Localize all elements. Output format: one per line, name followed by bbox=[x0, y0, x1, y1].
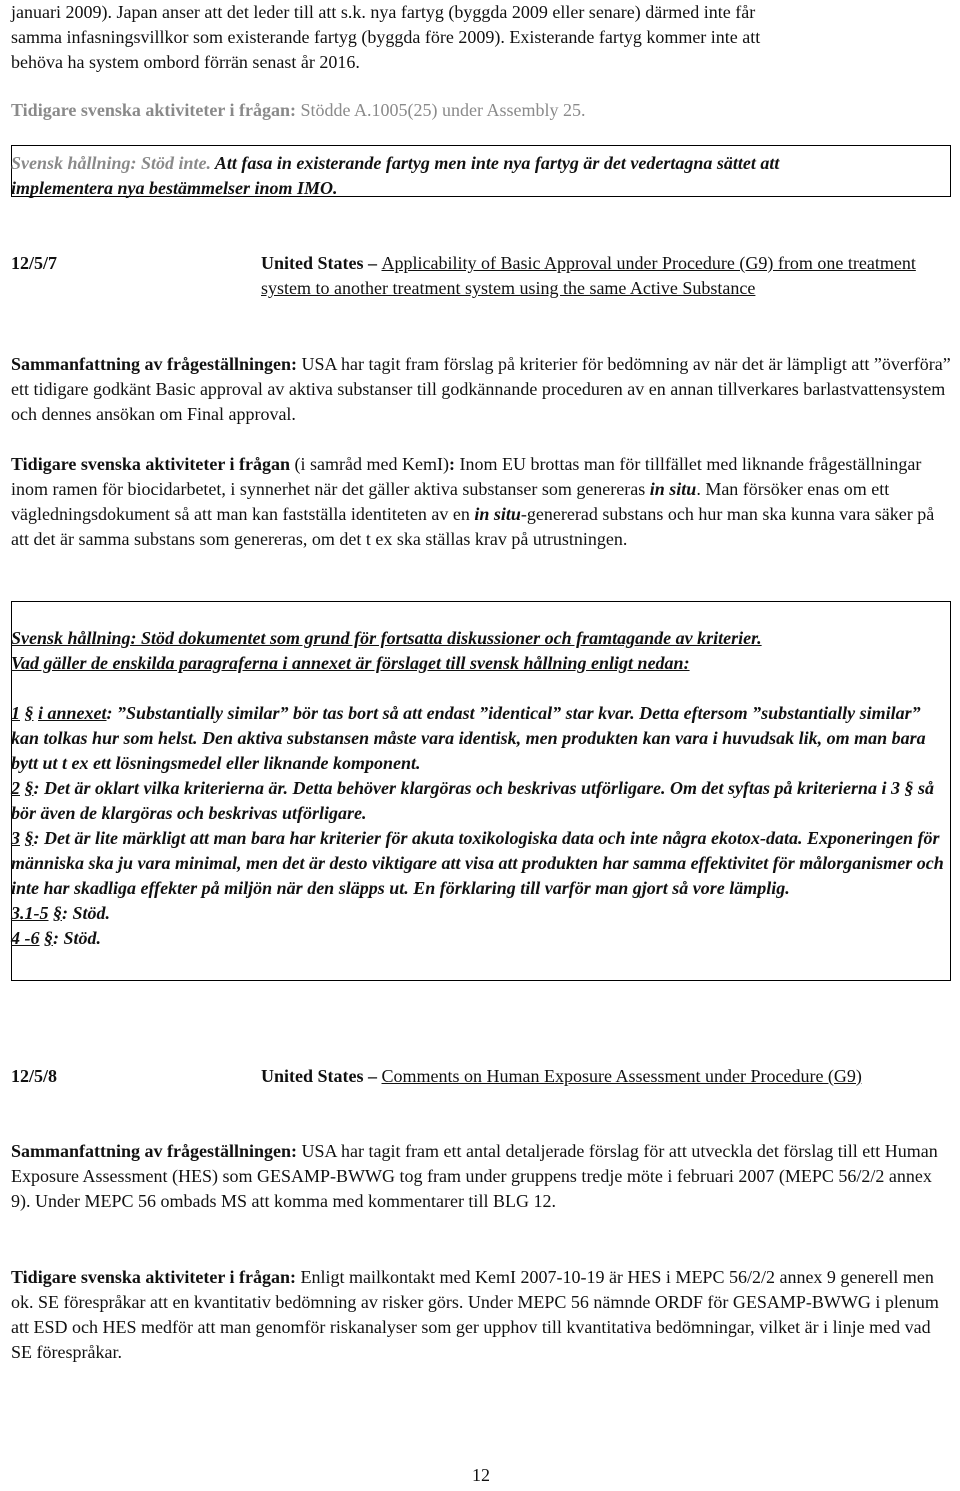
document-title: Comments on Human Exposure Assessment under Procedure (G9) bbox=[381, 1066, 862, 1086]
previous-activities-label: Tidigare svenska aktiviteter i frågan: bbox=[11, 100, 296, 120]
previous-activities-text: Enligt mailkontakt med KemI 2007-10-19 är HES i MEPC 56/2/2 annex 9 generell men ok. SE förespråkar att en kvantitativ bedömning av risker görs. Under MEPC 56 nämnde ORDF för GESAMP-BWWG i plenum att ESD och HES medför att man genomför riskanalyser som ger upphov till kvantitativa bedömningar, vilket är i linje med vad SE förespråkar. bbox=[11, 1267, 939, 1362]
agenda-item-header bbox=[11, 251, 951, 326]
swedish-position-box bbox=[11, 145, 951, 197]
paragraph-comment: 3 §: Det är lite märkligt att man bara har kriterier för akuta toxikologiska data och inte några ekotox-data. Exponeringen för människa ska ju vara minimal, men det är desto viktigare att visa att produkten har samma effektivitet för målorganismer och inte har skadliga effekter på miljön när den släpps ut. En förklaring till varför man gjort så vore lämplig. bbox=[11, 828, 944, 898]
swedish-position-text: implementera nya bestämmelser inom IMO. bbox=[11, 178, 338, 198]
swedish-position-heading: Svensk hållning: Stöd dokumentet som grund för fortsatta diskussioner och framtagande av kriterier. bbox=[11, 628, 762, 648]
previous-activities-label: Tidigare svenska aktiviteter i frågan: bbox=[11, 1267, 296, 1287]
previous-activities-paragraph bbox=[11, 98, 951, 123]
swedish-position-intro: Vad gäller de enskilda paragraferna i annexet är förslaget till svensk hållning enligt nedan: bbox=[11, 653, 690, 673]
document-number: 12/5/7 bbox=[11, 253, 58, 273]
page-number: 12 bbox=[472, 1465, 490, 1485]
summary-text: USA har tagit fram ett antal detaljerade förslag för att utveckla det förslag till ett Human Exposure Assessment (HES) som GESAMP-BWWG tog fram under gruppens tredje möte i februari 2007 (MEPC 56/2/2 annex 9). Under MEPC 56 ombads MS att komma med kommentarer till BLG 12. bbox=[11, 1141, 938, 1211]
document-title: Applicability of Basic Approval under Procedure (G9) from one treatment system to another treatment system using the same Active Substance bbox=[261, 253, 916, 298]
submitter: United States bbox=[261, 253, 364, 273]
summary-paragraph bbox=[11, 1139, 951, 1214]
previous-activities-paragraph: Tidigare svenska aktiviteter i frågan (i samråd med KemI): Inom EU brottas man för tillfället med liknande frågeställningar inom ramen för biocidarbetet, i synnerhet när det gäller aktiva substanser som genereras in situ. Man försöker enas om ett vägledningsdokument så att man kan fastställa identiteten av en in situ-genererad substans och hur man ska kunna vara säker på att det är samma substans som genereras, om det t ex ska ställas krav på utrustningen. bbox=[11, 454, 935, 549]
submitter: United States bbox=[261, 1066, 364, 1086]
agenda-item-title: United States – Applicability of Basic Approval under Procedure (G9) from one treatment system to another treatment system using the same Active Substance bbox=[261, 253, 916, 298]
previous-activities-paragraph bbox=[11, 1265, 951, 1365]
document-number: 12/5/8 bbox=[11, 1066, 58, 1086]
intro-paragraph bbox=[11, 0, 951, 75]
paragraph-comment: 2 §: Det är oklart vilka kriterierna är. Detta behöver klargöras och beskrivas utförligare. Om det syftas på kriterierna i 3 § så bör även de klargöras och beskrivas utförligare. bbox=[11, 778, 934, 823]
agenda-item-header bbox=[11, 1064, 951, 1114]
swedish-position-text: Att fasa in existerande fartyg men inte nya fartyg är det vedertagna sättet att bbox=[211, 153, 780, 173]
summary-paragraph bbox=[11, 352, 951, 427]
intro-line: samma infasningsvillkor som existerande fartyg (byggda före 2009). Existerande fartyg kommer inte att bbox=[11, 27, 761, 47]
agenda-item-title: United States – Comments on Human Exposure Assessment under Procedure (G9) bbox=[261, 1066, 862, 1086]
paragraph-comment: 1 § i annexet: ”Substantially similar” bör tas bort så att endast ”identical” star kvar. Detta eftersom ”substantially similar” kan tolkas hur som helst. Den aktiva substansen måste vara identisk, men produkten kan vara i huvudsak lik, om man bara bytt ut t ex ett lösningsmedel eller liknande komponent. bbox=[11, 703, 926, 773]
intro-line: januari 2009). Japan anser att det leder till att s.k. nya fartyg (byggda 2009 eller senare) därmed inte får bbox=[11, 2, 756, 22]
summary-text: USA har tagit fram förslag på kriterier för bedömning av när det är lämpligt att ”överföra” ett tidigare godkänt Basic approval av aktiva substanser till godkännande proceduren av en annan tillverkares barlastvattensystem och dennes ansökan om Final approval. bbox=[11, 354, 951, 424]
summary-label: Sammanfattning av frågeställningen: bbox=[11, 1141, 298, 1161]
previous-activities-text: Stödde A.1005(25) under Assembly 25. bbox=[296, 100, 586, 120]
swedish-position-box bbox=[11, 601, 951, 981]
swedish-position-label: Svensk hållning: Stöd inte. bbox=[11, 153, 212, 173]
intro-line: behöva ha system ombord förrän senast år 2016. bbox=[11, 52, 360, 72]
summary-label: Sammanfattning av frågeställningen: bbox=[11, 354, 298, 374]
paragraph-comment: 3.1-5 §: Stöd. bbox=[11, 903, 111, 923]
paragraph-comment: 4 -6 §: Stöd. bbox=[11, 928, 102, 948]
previous-activities-label: Tidigare svenska aktiviteter i frågan bbox=[11, 454, 290, 474]
